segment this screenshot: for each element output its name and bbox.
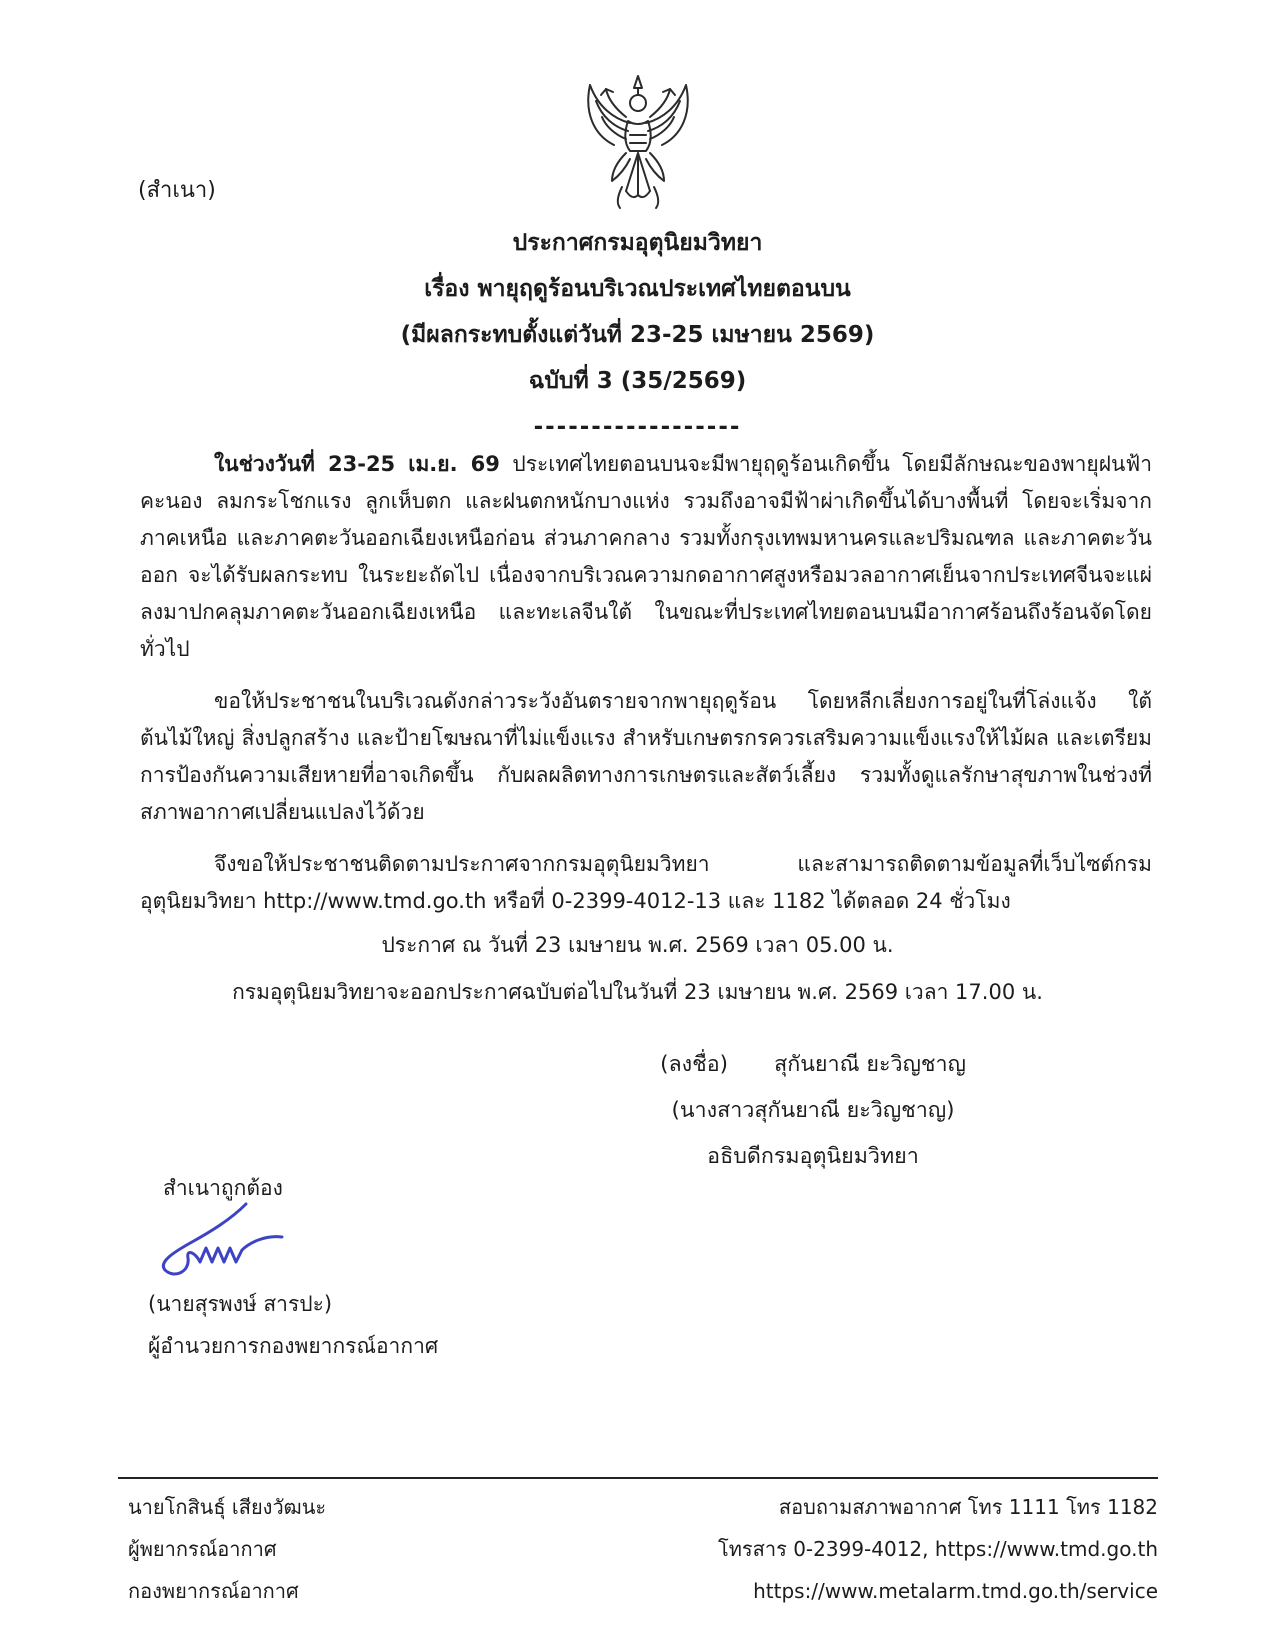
forecaster-name: นายโกสินธุ์ เสียงวัฒนะ [128, 1495, 327, 1519]
signature-block [548, 1042, 1078, 1180]
certifier-position: ผู้อำนวยการกองพยากรณ์อากาศ [148, 1334, 439, 1358]
copy-label: (สำเนา) [138, 178, 216, 203]
signed-name: สุกันยาณี ยะวิญชาญ [774, 1052, 966, 1077]
paragraph-3: จึงขอให้ประชาชนติดตามประกาศจากกรมอุตุนิยมวิทยา และสามารถติดตามข้อมูลที่เว็บไซต์กรมอุตุนิยมวิทยา http://www.tmd.go.th หรือที่ 0-2399-4012-13 และ 1182 ได้ตลอด 24 ชั่วโมง [140, 852, 1152, 913]
signed-label: (ลงชื่อ) [660, 1052, 729, 1077]
dashed-divider: ------------------ [533, 414, 742, 440]
announcement-dates [0, 922, 1275, 1016]
forecaster-title: ผู้พยากรณ์อากาศ [128, 1537, 277, 1561]
body-text [140, 446, 1152, 935]
footer-divider-line [118, 1477, 1158, 1479]
certified-copy-label: สำเนาถูกต้อง [163, 1176, 283, 1200]
handwritten-signature [150, 1198, 300, 1288]
announce-date-line: ประกาศ ณ วันที่ 23 เมษายน พ.ศ. 2569 เวลา 05.00 น. [381, 933, 894, 957]
garuda-emblem-icon [576, 72, 700, 214]
certifier-name: (นายสุรพงษ์ สารปะ) [148, 1292, 333, 1316]
document-subject: เรื่อง พายุฤดูร้อนบริเวณประเทศไทยตอนบน [424, 276, 851, 302]
paragraph-1-rest: ประเทศไทยตอนบนจะมีพายุฤดูร้อนเกิดขึ้น โดยมีลักษณะของพายุฝนฟ้าคะนอง ลมกระโชกแรง ลูกเห็บตก และฝนตกหนักบางแห่ง รวมถึงอาจมีฟ้าผ่าเกิดขึ้นได้บางพื้นที่ โดยจะเริ่มจากภาคเหนือ และภาคตะวันออกเฉียงเหนือก่อน ส่วนภาคกลาง รวมทั้งกรุงเทพมหานครและปริมณฑล และภาคตะวันออก จะได้รับผลกระทบ ในระยะถัดไป เนื่องจากบริเวณความกดอากาศสูงหรือมวลอากาศเย็นจากประเทศจีนจะแผ่ลงมาปกคลุมภาคตะวันออกเฉียงเหนือ และทะเลจีนใต้ ในขณะที่ประเทศไทยตอนบนมีอากาศร้อนถึงร้อนจัดโดยทั่วไป [140, 452, 1153, 661]
forecaster-division: กองพยากรณ์อากาศ [128, 1579, 299, 1603]
title-block [0, 220, 1275, 450]
effective-dates: (มีผลกระทบตั้งแต่วันที่ 23-25 เมษายน 2569) [400, 322, 875, 348]
metalarm-url: https://www.metalarm.tmd.go.th/service [753, 1579, 1158, 1603]
footer-left-block [128, 1486, 326, 1612]
next-issue-line: กรมอุตุนิยมวิทยาจะออกประกาศฉบับต่อไปในวันที่ 23 เมษายน พ.ศ. 2569 เวลา 17.00 น. [232, 980, 1043, 1004]
paragraph-1-lead: ในช่วงวันที่ 23-25 เม.ย. 69 [214, 452, 500, 476]
footer-right-block [718, 1486, 1158, 1612]
weather-inquiry-phones: สอบถามสภาพอากาศ โทร 1111 โทร 1182 [778, 1495, 1158, 1519]
fax-and-website: โทรสาร 0-2399-4012, https://www.tmd.go.th [718, 1537, 1158, 1561]
document-title: ประกาศกรมอุตุนิยมวิทยา [512, 230, 763, 256]
signer-position: อธิบดีกรมอุตุนิยมวิทยา [707, 1144, 919, 1169]
paragraph-2: ขอให้ประชาชนในบริเวณดังกล่าวระวังอันตรายจากพายุฤดูร้อน โดยหลีกเลี่ยงการอยู่ในที่โล่งแจ้ง ใต้ต้นไม้ใหญ่ สิ่งปลูกสร้าง และป้ายโฆษณาที่ไม่แข็งแรง สำหรับเกษตรกรควรเสริมความแข็งแรงให้ไม้ผล และเตรียมการป้องกันความเสียหายที่อาจเกิดขึ้น กับผลผลิตทางการเกษตรและสัตว์เลี้ยง รวมทั้งดูแลรักษาสุขภาพในช่วงที่สภาพอากาศเปลี่ยนแปลงไว้ด้วย [140, 689, 1152, 824]
paragraph-1 [140, 446, 1152, 668]
issue-number: ฉบับที่ 3 (35/2569) [528, 368, 747, 394]
signer-name-paren: (นางสาวสุกันยาณี ยะวิญชาญ) [671, 1098, 955, 1123]
signed-line [548, 1042, 1078, 1088]
